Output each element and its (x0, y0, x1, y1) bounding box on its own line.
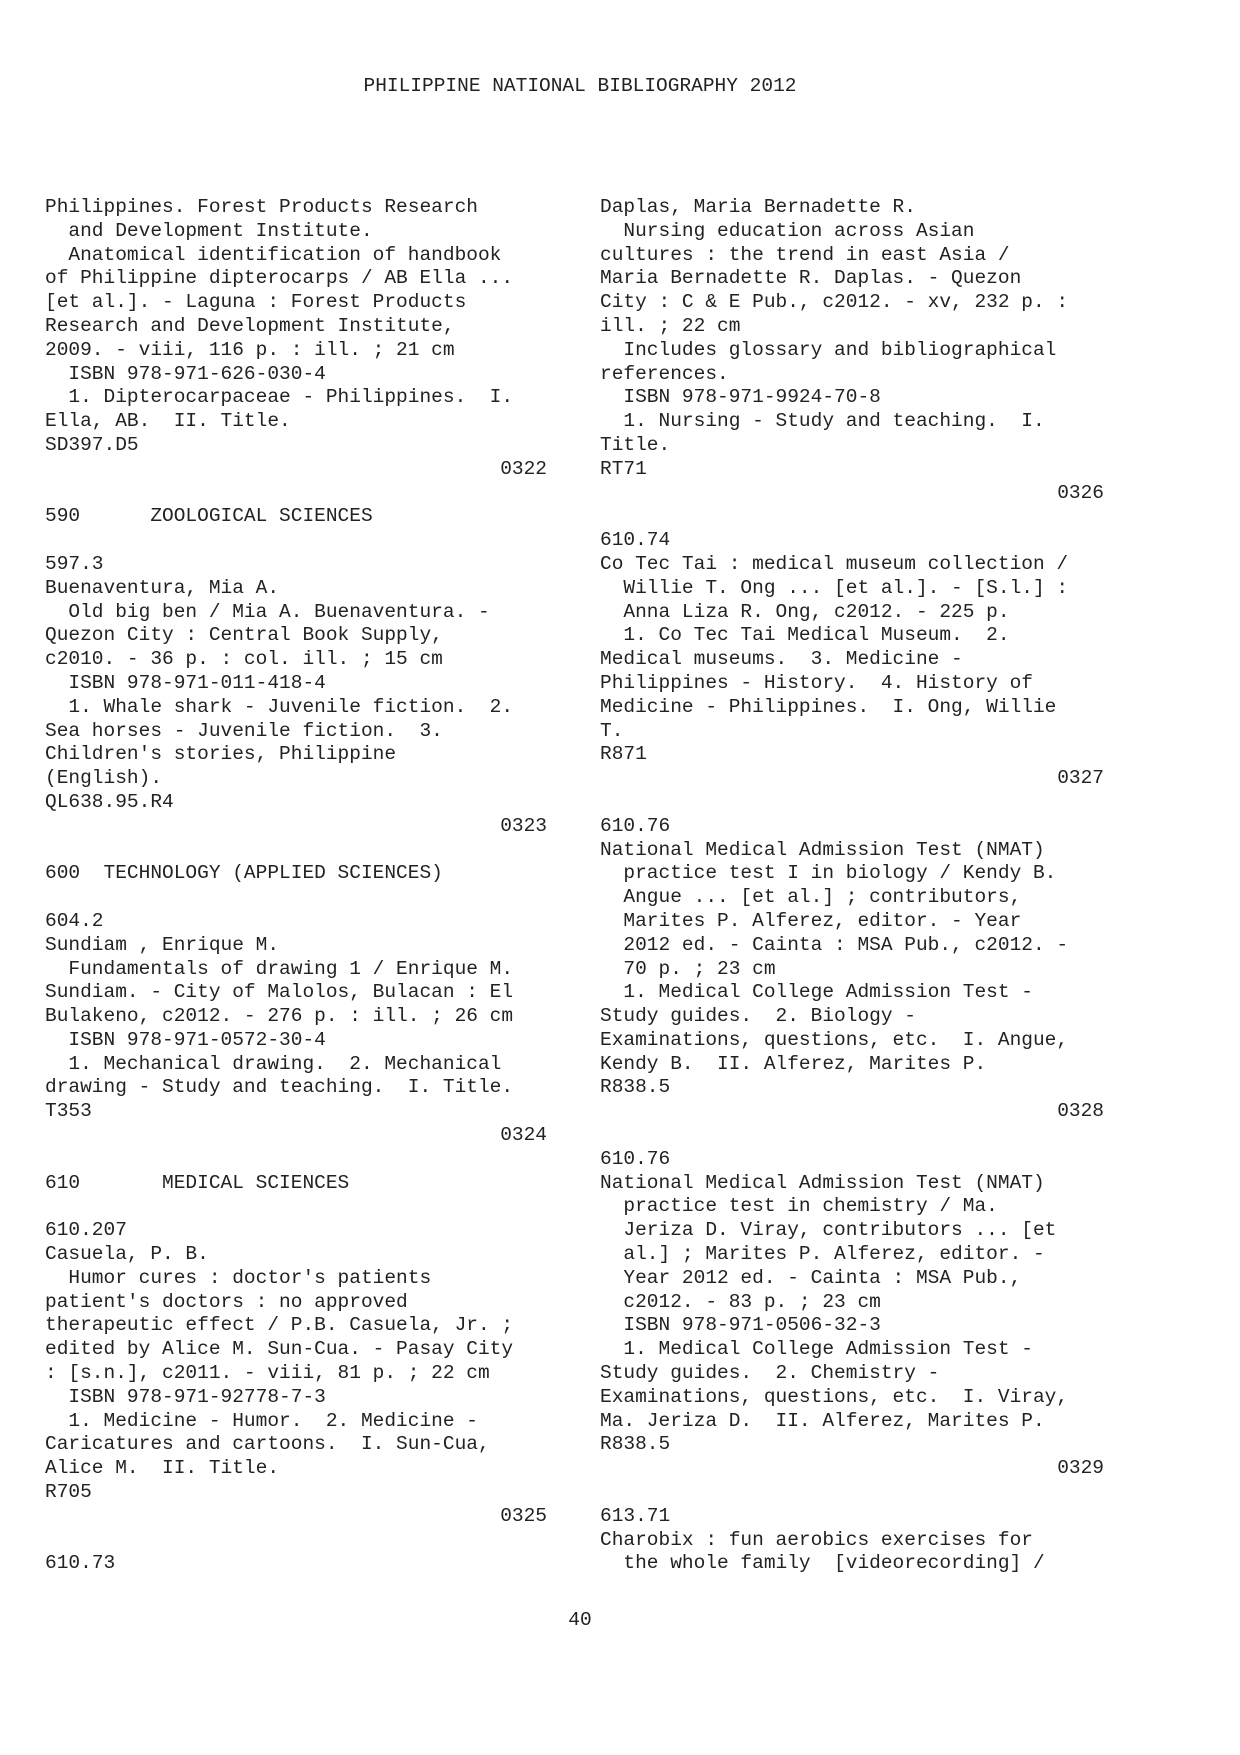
entry-number: 0328 (1057, 1100, 1104, 1123)
text-line: practice test I in biology / Kendy B. (600, 862, 1057, 885)
text-line: SD397.D5 (45, 433, 139, 456)
text-line: Marites P. Alferez, editor. - Year (600, 909, 1022, 932)
text-line: 597.3 (45, 552, 104, 575)
text-line: Anatomical identification of handbook (45, 243, 502, 266)
text-line: 610.74 (600, 529, 671, 552)
text-line: Humor cures : doctor's patients (45, 1266, 432, 1289)
text-line: 1. Medical College Admission Test - (600, 1338, 1033, 1361)
text-line: drawing - Study and teaching. I. Title. (45, 1076, 514, 1099)
text-line: 600 TECHNOLOGY (APPLIED SCIENCES) (45, 862, 443, 885)
text-line: Medical museums. 3. Medicine - (600, 648, 963, 671)
text-line: 1. Nursing - Study and teaching. I. (600, 410, 1045, 433)
text-line: 70 p. ; 23 cm (600, 957, 776, 980)
text-line: of Philippine dipterocarps / AB Ella ... (45, 267, 514, 290)
text-line: Bulakeno, c2012. - 276 p. : ill. ; 26 cm (45, 1005, 514, 1028)
text-line: 1. Co Tec Tai Medical Museum. 2. (600, 624, 1010, 647)
text-line: Buenaventura, Mia A. (45, 576, 280, 599)
entry-number: 0324 (500, 1124, 547, 1147)
text-line: 590 ZOOLOGICAL SCIENCES (45, 505, 373, 528)
left-column (45, 196, 553, 1576)
text-line (600, 505, 1110, 529)
text-line: National Medical Admission Test (NMAT) (600, 1171, 1045, 1194)
text-line: Maria Bernadette R. Daplas. - Quezon (600, 267, 1022, 290)
text-line: Daplas, Maria Bernadette R. (600, 196, 916, 218)
text-line: 610.76 (600, 814, 671, 837)
text-line (45, 529, 553, 553)
text-line: QL638.95.R4 (45, 790, 174, 813)
text-line: Anna Liza R. Ong, c2012. - 225 p. (600, 600, 1010, 623)
text-line: Jeriza D. Viray, contributors ... [et (600, 1219, 1057, 1242)
entry-number: 0322 (500, 457, 547, 480)
text-line: Title. (600, 433, 671, 456)
text-line: Sundiam , Enrique M. (45, 933, 280, 956)
text-line: c2012. - 83 p. ; 23 cm (600, 1290, 881, 1313)
text-line: RT71 (600, 457, 647, 480)
text-line: Quezon City : Central Book Supply, (45, 624, 443, 647)
text-line: Children's stories, Philippine (45, 743, 397, 766)
page-header: PHILIPPINE NATIONAL BIBLIOGRAPHY 2012 (363, 75, 797, 97)
text-line: references. (600, 362, 729, 385)
text-line: R871 (600, 743, 647, 766)
text-line: [et al.]. - Laguna : Forest Products (45, 291, 467, 314)
text-line: ISBN 978-971-0572-30-4 (45, 1028, 326, 1051)
right-column (600, 196, 1110, 1576)
text-line: City : C & E Pub., c2012. - xv, 232 p. : (600, 291, 1069, 314)
text-line: Charobix : fun aerobics exercises for (600, 1528, 1033, 1551)
text-line (45, 1195, 553, 1219)
text-line: 613.71 (600, 1504, 671, 1527)
text-line: c2010. - 36 p. : col. ill. ; 15 cm (45, 648, 443, 671)
entry-number: 0323 (500, 814, 547, 837)
text-line: practice test in chemistry / Ma. (600, 1195, 998, 1218)
text-line: R838.5 (600, 1076, 671, 1099)
text-line (600, 1481, 1110, 1505)
text-line: Casuela, P. B. (45, 1243, 209, 1266)
text-line (45, 482, 553, 506)
entry-number: 0325 (500, 1504, 547, 1527)
text-line: Ma. Jeriza D. II. Alferez, Marites P. (600, 1409, 1045, 1432)
text-line: Ella, AB. II. Title. (45, 410, 291, 433)
text-line: ISBN 978-971-0506-32-3 (600, 1314, 881, 1337)
text-line: 610.207 (45, 1219, 127, 1242)
text-line: Kendy B. II. Alferez, Marites P. (600, 1052, 987, 1075)
text-line: 610.76 (600, 1147, 671, 1170)
text-line: 2012 ed. - Cainta : MSA Pub., c2012. - (600, 933, 1069, 956)
text-line: R705 (45, 1481, 92, 1504)
text-line: Willie T. Ong ... [et al.]. - [S.l.] : (600, 576, 1069, 599)
text-line: Sundiam. - City of Malolos, Bulacan : El (45, 981, 514, 1004)
text-line: cultures : the trend in east Asia / (600, 243, 1010, 266)
text-line: 610 MEDICAL SCIENCES (45, 1171, 350, 1194)
text-line: ISBN 978-971-011-418-4 (45, 671, 326, 694)
text-line: 1. Medical College Admission Test - (600, 981, 1033, 1004)
text-line: Sea horses - Juvenile fiction. 3. (45, 719, 443, 742)
text-line: 1. Mechanical drawing. 2. Mechanical (45, 1052, 502, 1075)
text-line: Fundamentals of drawing 1 / Enrique M. (45, 957, 514, 980)
page-number: 40 (568, 1609, 592, 1631)
text-line: patient's doctors : no approved (45, 1290, 408, 1313)
entry-number: 0326 (1057, 481, 1104, 504)
text-line: Includes glossary and bibliographical (600, 338, 1057, 361)
text-line: Philippines - History. 4. History of (600, 671, 1033, 694)
text-line: Medicine - Philippines. I. Ong, Willie (600, 695, 1057, 718)
text-line: the whole family [videorecording] / (600, 1552, 1045, 1575)
text-line: Examinations, questions, etc. I. Viray, (600, 1385, 1069, 1408)
text-line: al.] ; Marites P. Alferez, editor. - (600, 1243, 1045, 1266)
text-line: Co Tec Tai : medical museum collection / (600, 552, 1069, 575)
text-line: ISBN 978-971-92778-7-3 (45, 1385, 326, 1408)
text-line: therapeutic effect / P.B. Casuela, Jr. ; (45, 1314, 514, 1337)
text-line: and Development Institute. (45, 219, 373, 242)
text-line: ISBN 978-971-626-030-4 (45, 362, 326, 385)
text-line: Caricatures and cartoons. I. Sun-Cua, (45, 1433, 490, 1456)
text-line: Alice M. II. Title. (45, 1457, 280, 1480)
text-line: edited by Alice M. Sun-Cua. - Pasay City (45, 1338, 514, 1361)
text-line (45, 886, 553, 910)
text-line (45, 1148, 553, 1172)
entry-number: 0329 (1057, 1457, 1104, 1480)
text-line: Nursing education across Asian (600, 219, 975, 242)
text-line: R838.5 (600, 1433, 671, 1456)
text-line: Old big ben / Mia A. Buenaventura. - (45, 600, 490, 623)
text-line: 604.2 (45, 909, 104, 932)
text-line: ill. ; 22 cm (600, 314, 741, 337)
text-line: Examinations, questions, etc. I. Angue, (600, 1028, 1069, 1051)
text-line: National Medical Admission Test (NMAT) (600, 838, 1045, 861)
text-line: 1. Medicine - Humor. 2. Medicine - (45, 1409, 478, 1432)
text-line: 2009. - viii, 116 p. : ill. ; 21 cm (45, 338, 455, 361)
text-line (45, 1529, 553, 1553)
text-line: ISBN 978-971-9924-70-8 (600, 386, 881, 409)
text-line: Research and Development Institute, (45, 314, 455, 337)
entry-number: 0327 (1057, 767, 1104, 790)
text-line: Study guides. 2. Chemistry - (600, 1362, 940, 1385)
text-line: 610.73 (45, 1552, 116, 1575)
text-line: Philippines. Forest Products Research (45, 196, 478, 218)
text-line: : [s.n.], c2011. - viii, 81 p. ; 22 cm (45, 1362, 490, 1385)
text-line: (English). (45, 767, 163, 790)
text-line: 1. Whale shark - Juvenile fiction. 2. (45, 695, 514, 718)
text-line: T. (600, 719, 624, 742)
text-line (600, 791, 1110, 815)
text-line: T353 (45, 1100, 92, 1123)
text-line: 1. Dipterocarpaceae - Philippines. I. (45, 386, 514, 409)
text-line (600, 1124, 1110, 1148)
text-line: Angue ... [et al.] ; contributors, (600, 886, 1022, 909)
text-line: Year 2012 ed. - Cainta : MSA Pub., (600, 1266, 1022, 1289)
text-line: Study guides. 2. Biology - (600, 1005, 916, 1028)
text-line (45, 839, 553, 863)
